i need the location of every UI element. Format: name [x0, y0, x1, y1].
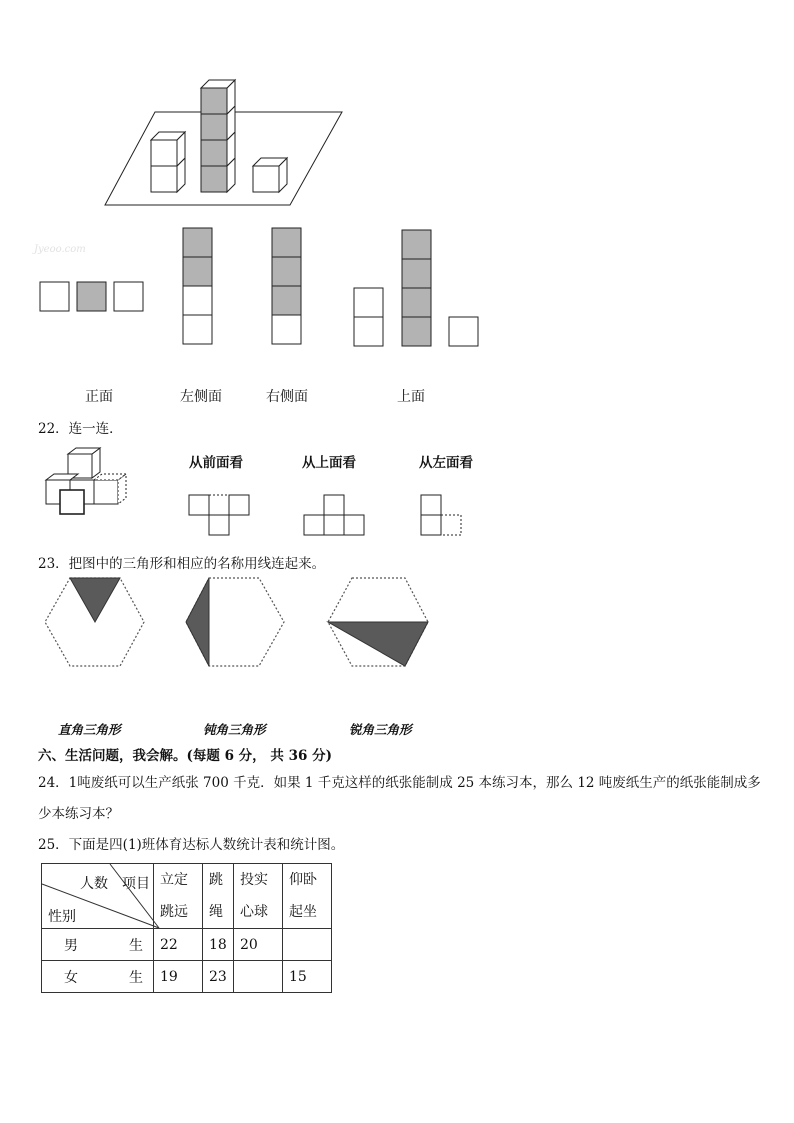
- section-title: 六、生活问题，我会解。(每题 6 分， 共 36 分): [38, 748, 332, 764]
- row-label-b: 生: [129, 937, 143, 954]
- watermark: Jyeoo.com: [34, 244, 86, 255]
- table-cell: 22: [154, 929, 203, 961]
- q22-view-drawings: [0, 492, 794, 542]
- q22-label-front: 从前面看: [189, 455, 243, 471]
- table-header-cell: [203, 864, 234, 929]
- row-label: [42, 961, 154, 993]
- q25-text: 25．下面是四(1)班体育达标人数统计表和统计图。: [38, 837, 345, 853]
- table-header-cell: [283, 864, 332, 929]
- table-corner-cell: [42, 864, 154, 929]
- q22-view-a: [189, 495, 249, 535]
- row-label: [42, 929, 154, 961]
- header-line: 跳: [209, 872, 223, 888]
- left-cube-stack: [151, 132, 185, 192]
- q22-label-top: 从上面看: [302, 455, 356, 471]
- view-label-front: 正面: [85, 389, 113, 405]
- row-label-a: 女: [64, 969, 78, 986]
- table-header-cell: [234, 864, 283, 929]
- right-single-cube: [253, 158, 287, 192]
- view-label-left: 左侧面: [180, 389, 222, 405]
- header-line: 立定: [160, 872, 188, 888]
- table-cell: 18: [203, 929, 234, 961]
- q22-view-c: [421, 495, 461, 535]
- view-label-right: 右侧面: [266, 389, 308, 405]
- view-option-2: [183, 228, 212, 344]
- header-line: 跳远: [160, 904, 188, 920]
- table-row: [42, 961, 332, 993]
- corner-label-count: 人数: [80, 876, 108, 892]
- table-cell: 15: [283, 961, 332, 993]
- cube-stack-figure: [0, 0, 794, 220]
- header-line: 起坐: [289, 904, 317, 920]
- q23-label-obtuse-triangle: 钝角三角形: [203, 722, 266, 737]
- header-line: 心球: [240, 904, 268, 920]
- q23-hexagons: [0, 575, 794, 675]
- q23-label-right-triangle: 直角三角形: [58, 722, 121, 737]
- view-option-3: [272, 228, 301, 344]
- table-cell: 20: [234, 929, 283, 961]
- table-row: [42, 929, 332, 961]
- table-header-cell: [154, 864, 203, 929]
- header-line: 投实: [240, 872, 268, 888]
- q23-label-acute-triangle: 锐角三角形: [349, 722, 412, 737]
- q23-text: 23．把图中的三角形和相应的名称用线连起来。: [38, 556, 326, 572]
- q22-view-b: [304, 495, 364, 535]
- header-line: 绳: [209, 904, 223, 920]
- corner-label-item: 项目: [122, 876, 150, 892]
- view-label-top: 上面: [397, 389, 425, 405]
- q22-text: 22．连一连．: [38, 421, 123, 437]
- view-option-1: [40, 282, 143, 311]
- table-cell: 23: [203, 961, 234, 993]
- stats-table: [41, 863, 332, 993]
- q24-line-2: 少本练习本？: [38, 806, 119, 822]
- row-label-b: 生: [129, 969, 143, 986]
- table-cell: 19: [154, 961, 203, 993]
- q24-line-1: 24．1吨废纸可以生产纸张 700 千克．如果 1 千克这样的纸张能制成 25 本练习本，那么 12 吨废纸生产的纸张能制成多: [38, 775, 761, 791]
- q22-label-left: 从左面看: [419, 455, 473, 471]
- views-drawings: [0, 225, 794, 355]
- hexagon-3: [328, 578, 428, 666]
- header-line: 仰卧: [289, 872, 317, 888]
- table-header-row: [42, 864, 332, 929]
- row-label-a: 男: [64, 937, 78, 954]
- corner-label-gender: 性别: [48, 909, 76, 925]
- hexagon-1: [45, 578, 144, 666]
- hexagon-2: [186, 578, 284, 666]
- view-option-4: [354, 230, 478, 346]
- table-cell: [234, 961, 283, 993]
- middle-cube-stack: [201, 80, 235, 192]
- table-cell: [283, 929, 332, 961]
